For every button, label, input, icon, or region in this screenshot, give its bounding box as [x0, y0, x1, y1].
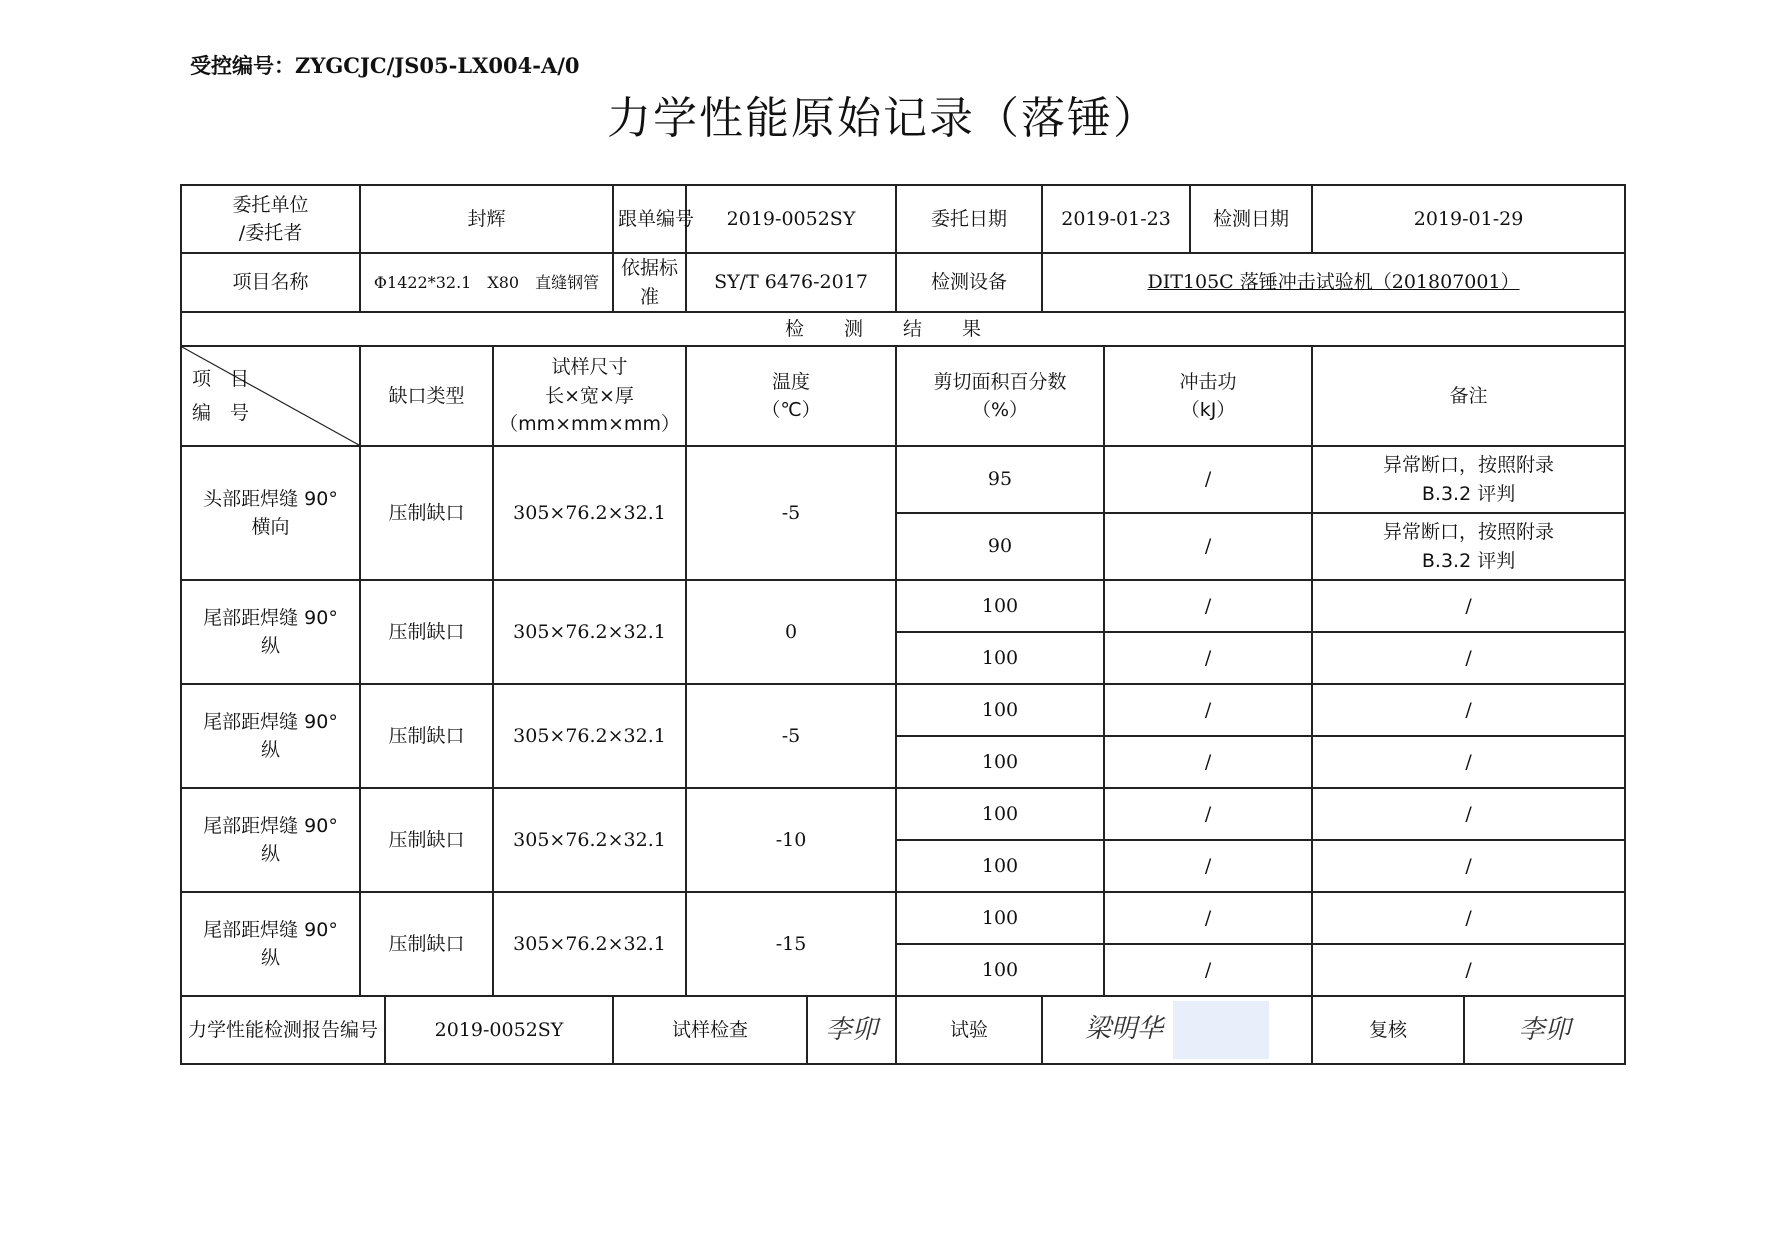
entrust-date-value: 2019-01-23 — [1042, 185, 1190, 253]
energy-cell: / — [1104, 513, 1312, 580]
tracking-label: 跟单编号 — [613, 185, 686, 253]
remark-cell — [1312, 446, 1625, 513]
project-label: 项目名称 — [181, 253, 360, 312]
results-header-row — [181, 346, 1625, 446]
remark-cell: / — [1312, 788, 1625, 840]
remark-cell: / — [1312, 892, 1625, 944]
energy-cell: / — [1104, 632, 1312, 684]
report-no-value: 2019-0052SY — [385, 996, 613, 1064]
client-value: 封辉 — [360, 185, 613, 253]
section-title-row — [181, 312, 1625, 346]
project-value: Φ1422*32.1 X80 直缝钢管 — [360, 253, 613, 312]
item-cell — [181, 580, 360, 684]
table-row — [181, 892, 1625, 944]
test-label: 试验 — [896, 996, 1042, 1064]
control-number: 受控编号：ZYGCJC/JS05-LX004-A/0 — [190, 53, 580, 78]
col-energy-line1: 冲击功 — [1179, 370, 1237, 393]
energy-cell: / — [1104, 944, 1312, 996]
record-table — [180, 184, 1626, 1065]
item-line2: 纵 — [260, 947, 280, 969]
standard-value: SY/T 6476-2017 — [686, 253, 896, 312]
size-cell: 305×76.2×32.1 — [493, 580, 686, 684]
table-row — [181, 788, 1625, 840]
col-size-line1: 试样尺寸 — [551, 356, 628, 379]
temp-cell: -10 — [686, 788, 896, 892]
item-cell — [181, 892, 360, 996]
diag-number-label: 编 号 — [192, 402, 250, 424]
item-line1: 尾部距焊缝 90° — [203, 710, 338, 733]
item-cell — [181, 446, 360, 580]
energy-cell: / — [1104, 736, 1312, 788]
temp-cell: -5 — [686, 684, 896, 788]
item-line1: 头部距焊缝 90° — [203, 487, 338, 510]
col-temp — [686, 346, 896, 446]
col-size — [493, 346, 686, 446]
remark-line1: 异常断口，按照附录 — [1383, 454, 1555, 476]
size-cell: 305×76.2×32.1 — [493, 684, 686, 788]
temp-cell: 0 — [686, 580, 896, 684]
test-date-value: 2019-01-29 — [1312, 185, 1625, 253]
shear-cell: 90 — [896, 513, 1104, 580]
diag-item-label: 项 目 — [192, 368, 250, 390]
shear-cell: 100 — [896, 788, 1104, 840]
info-row-1 — [181, 185, 1625, 253]
col-notch: 缺口类型 — [360, 346, 493, 446]
shear-cell: 100 — [896, 944, 1104, 996]
energy-cell: / — [1104, 788, 1312, 840]
remark-cell — [1312, 513, 1625, 580]
remark-cell: / — [1312, 632, 1625, 684]
shear-cell: 100 — [896, 580, 1104, 632]
col-temp-line1: 温度 — [772, 370, 811, 393]
sample-check-label: 试样检查 — [613, 996, 807, 1064]
remark-line2: B.3.2 评判 — [1421, 482, 1516, 505]
col-remark: 备注 — [1312, 346, 1625, 446]
remark-cell: / — [1312, 840, 1625, 892]
remark-cell: / — [1312, 736, 1625, 788]
item-cell — [181, 788, 360, 892]
remark-cell: / — [1312, 944, 1625, 996]
col-shear — [896, 346, 1104, 446]
col-size-line3: （mm×mm×mm） — [499, 413, 680, 436]
energy-cell: / — [1104, 892, 1312, 944]
report-no-label: 力学性能检测报告编号 — [181, 996, 385, 1064]
test-signature-cell — [1042, 996, 1312, 1064]
remark-line2: B.3.2 评判 — [1421, 549, 1516, 572]
notch-cell: 压制缺口 — [360, 580, 493, 684]
shear-cell: 95 — [896, 446, 1104, 513]
item-line1: 尾部距焊缝 90° — [203, 606, 338, 629]
size-cell: 305×76.2×32.1 — [493, 446, 686, 580]
redacted-block — [1173, 1001, 1269, 1059]
table-row — [181, 580, 1625, 632]
remark-cell: / — [1312, 684, 1625, 736]
energy-cell: / — [1104, 840, 1312, 892]
temp-cell: -15 — [686, 892, 896, 996]
item-line2: 横向 — [251, 516, 290, 538]
item-line2: 纵 — [260, 843, 280, 865]
review-signature: 李卯 — [1464, 996, 1625, 1064]
shear-cell: 100 — [896, 892, 1104, 944]
energy-cell: / — [1104, 684, 1312, 736]
page-title: 力学性能原始记录（落锤） — [607, 93, 1159, 144]
col-shear-line1: 剪切面积百分数 — [933, 370, 1067, 393]
sample-check-signature: 李卯 — [807, 996, 896, 1064]
remark-line1: 异常断口，按照附录 — [1383, 521, 1555, 543]
equipment-value: DIT105C 落锤冲击试验机（201807001） — [1042, 253, 1625, 312]
item-line1: 尾部距焊缝 90° — [203, 814, 338, 837]
test-signature: 梁明华 — [1085, 1014, 1164, 1044]
item-line2: 纵 — [260, 635, 280, 657]
section-title: 检测结果 — [181, 312, 1625, 346]
tracking-value: 2019-0052SY — [686, 185, 896, 253]
footer-row — [181, 996, 1625, 1064]
test-date-label: 检测日期 — [1190, 185, 1312, 253]
item-line2: 纵 — [260, 739, 280, 761]
equipment-label: 检测设备 — [896, 253, 1042, 312]
notch-cell: 压制缺口 — [360, 684, 493, 788]
notch-cell: 压制缺口 — [360, 892, 493, 996]
col-shear-line2: （%） — [971, 399, 1029, 421]
item-line1: 尾部距焊缝 90° — [203, 918, 338, 941]
energy-cell: / — [1104, 446, 1312, 513]
shear-cell: 100 — [896, 840, 1104, 892]
size-cell: 305×76.2×32.1 — [493, 788, 686, 892]
notch-cell: 压制缺口 — [360, 446, 493, 580]
standard-label: 依据标准 — [613, 253, 686, 312]
remark-cell: / — [1312, 580, 1625, 632]
col-energy-line2: （kJ） — [1180, 399, 1236, 421]
review-label: 复核 — [1312, 996, 1464, 1064]
client-label: 委托单位 /委托者 — [181, 185, 360, 253]
table-row — [181, 684, 1625, 736]
table-row — [181, 446, 1625, 513]
col-temp-line2: （℃） — [761, 399, 821, 421]
col-size-line2: 长×宽×厚 — [545, 384, 634, 407]
temp-cell: -5 — [686, 446, 896, 580]
size-cell: 305×76.2×32.1 — [493, 892, 686, 996]
energy-cell: / — [1104, 580, 1312, 632]
shear-cell: 100 — [896, 736, 1104, 788]
shear-cell: 100 — [896, 684, 1104, 736]
shear-cell: 100 — [896, 632, 1104, 684]
col-energy — [1104, 346, 1312, 446]
item-cell — [181, 684, 360, 788]
diagonal-header — [181, 346, 360, 446]
notch-cell: 压制缺口 — [360, 788, 493, 892]
info-row-2 — [181, 253, 1625, 312]
entrust-date-label: 委托日期 — [896, 185, 1042, 253]
